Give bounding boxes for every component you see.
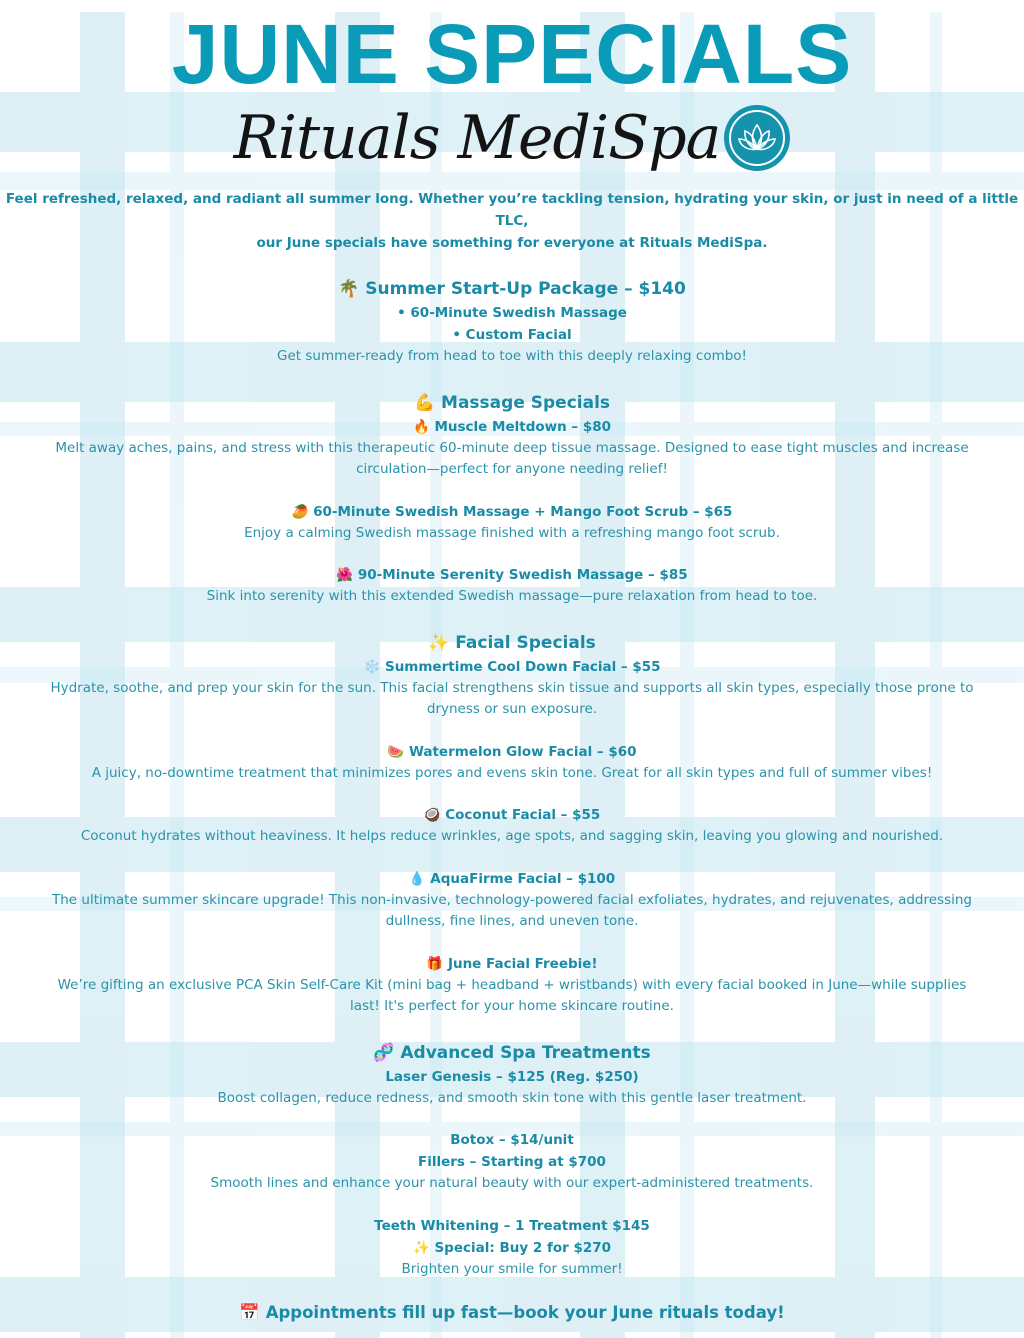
dna-icon: 🧬 [373, 1042, 395, 1063]
brand-row [0, 94, 1024, 182]
fire-icon: 🔥 [412, 418, 430, 435]
special-name: 🌺 90-Minute Serenity Swedish Massage – $85 [336, 567, 688, 583]
teeth-whitening-special: ✨ Special: Buy 2 for $270 [412, 1239, 612, 1256]
fillers-name: Fillers – Starting at $700 [418, 1154, 606, 1170]
special-desc: Melt away aches, pains, and stress with this therapeutic 60-minute deep tissue massage. Designed to ease tight muscles and increase circulation—perfect for anyone needing relief! [55, 439, 969, 477]
palm-tree-icon: 🌴 [338, 279, 360, 299]
teeth-whitening-name: Teeth Whitening – 1 Treatment $145 [374, 1217, 650, 1234]
hibiscus-icon: 🌺 [336, 567, 354, 583]
special-name: 🔥 Muscle Meltdown – $80 [412, 418, 612, 435]
closing-call-to-action: 📅 Appointments fill up fast—book your June rituals today! [239, 1303, 785, 1322]
intro-text: Feel refreshed, relaxed, and radiant all summer long. Whether you’re tackling tension, hydrating your skin, or just in need of a little TLC, our June specials have something for everyone at Rituals MediSpa. [5, 191, 1019, 251]
summer-package-item: • 60-Minute Swedish Massage [397, 305, 627, 321]
laser-genesis-name: Laser Genesis – $125 (Reg. $250) [385, 1068, 639, 1085]
special-name: 💧 AquaFirme Facial – $100 [408, 870, 616, 887]
sparkles-icon: ✨ [412, 1239, 430, 1256]
special-name: 🎁 June Facial Freebie! [426, 955, 598, 972]
facial-specials-heading: ✨ Facial Specials [428, 632, 596, 653]
special-desc: The ultimate summer skincare upgrade! This non-invasive, technology-powered facial exfoliates, hydrates, and rejuvenates, addressing dullness, fine lines, and uneven tone. [52, 891, 972, 929]
brand-name: Rituals MediSpa [233, 103, 721, 173]
lotus-icon [737, 121, 777, 155]
special-desc: Enjoy a calming Swedish massage finished with a refreshing mango foot scrub. [244, 524, 780, 541]
botox-desc: Smooth lines and enhance your natural beauty with our expert-administered treatments. [210, 1175, 814, 1191]
watermelon-icon: 🍉 [387, 743, 405, 760]
special-name: 🍉 Watermelon Glow Facial – $60 [387, 743, 637, 760]
flexed-biceps-icon: 💪 [413, 392, 436, 413]
special-name: ❄️ Summertime Cool Down Facial – $55 [363, 658, 661, 675]
calendar-icon: 📅 [239, 1303, 260, 1322]
special-name: 🥭 60-Minute Swedish Massage + Mango Foot Scrub – $65 [291, 503, 733, 520]
special-desc: A juicy, no-downtime treatment that minimizes pores and evens skin tone. Great for all skin types and full of summer vibes! [91, 764, 933, 781]
flyer [0, 7, 1024, 1326]
mango-icon: 🥭 [291, 503, 309, 520]
teeth-whitening-desc: Brighten your smile for summer! [401, 1260, 623, 1277]
coconut-icon: 🥥 [423, 807, 441, 823]
summer-package-desc: Get summer-ready from head to toe with this deeply relaxing combo! [277, 348, 747, 364]
massage-specials-heading: 💪 Massage Specials [413, 392, 611, 413]
special-desc: Coconut hydrates without heaviness. It helps reduce wrinkles, age spots, and sagging skin, leaving you glowing and nourished. [80, 828, 944, 844]
summer-package-item: • Custom Facial [452, 327, 572, 343]
sparkles-icon: ✨ [428, 632, 450, 653]
gift-icon: 🎁 [426, 955, 444, 972]
page-title: JUNE SPECIALS [171, 7, 853, 101]
advanced-treatments-heading: 🧬 Advanced Spa Treatments [373, 1042, 651, 1063]
lotus-logo-icon [724, 105, 790, 171]
botox-name: Botox – $14/unit [450, 1132, 574, 1148]
snowflake-icon: ❄️ [363, 658, 381, 675]
special-desc: Sink into serenity with this extended Swedish massage—pure relaxation from head to toe. [206, 588, 818, 604]
droplet-icon: 💧 [408, 870, 426, 887]
summer-package-heading: 🌴 Summer Start-Up Package – $140 [338, 279, 686, 299]
laser-genesis-desc: Boost collagen, reduce redness, and smooth skin tone with this gentle laser treatment. [217, 1089, 807, 1106]
special-name: 🥥 Coconut Facial – $55 [423, 807, 601, 823]
special-desc: We’re gifting an exclusive PCA Skin Self-Care Kit (mini bag + headband + wristbands) with every facial booked in June—while supplies last! It's perfect for your home skincare routine. [57, 976, 967, 1014]
special-desc: Hydrate, soothe, and prep your skin for the sun. This facial strengthens skin tissue and supports all skin types, especially those prone to dryness or sun exposure. [50, 679, 974, 717]
